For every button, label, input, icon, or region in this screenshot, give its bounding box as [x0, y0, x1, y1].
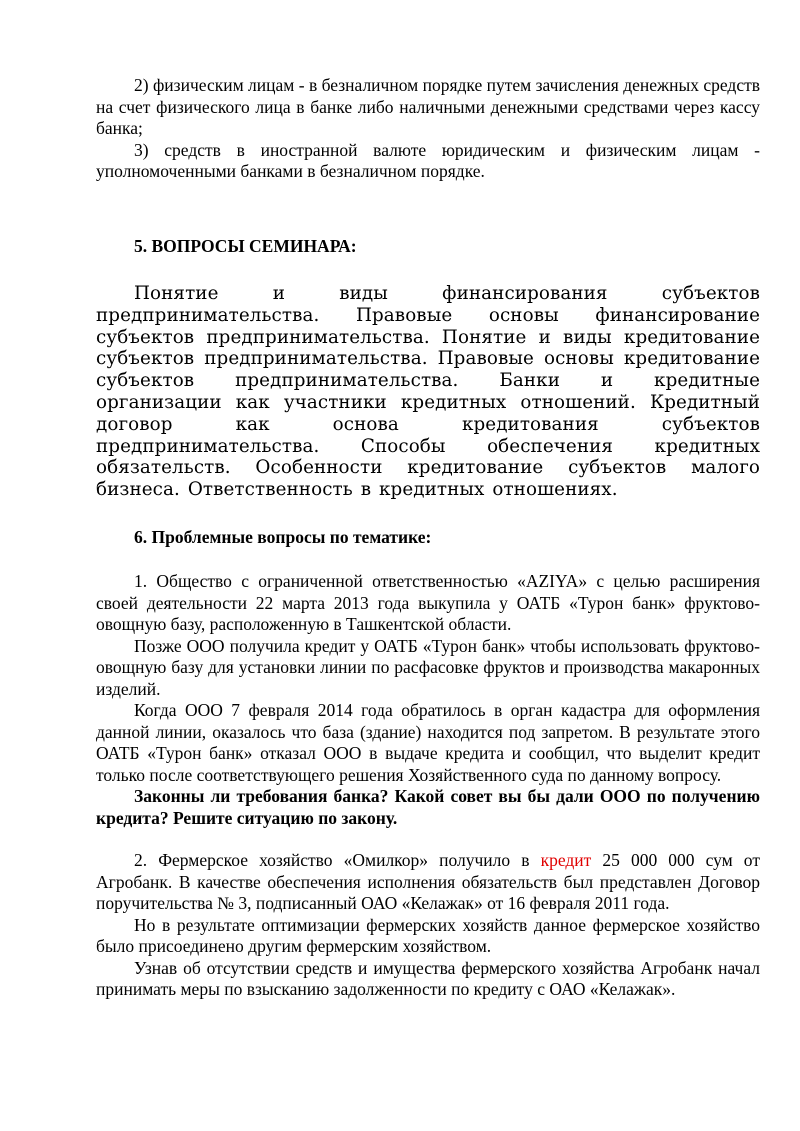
- document-page: [96, 75, 760, 1001]
- case-1-paragraph-2: Позже ООО получила кредит у ОАТБ «Турон банк» чтобы использовать фруктово-овощную базу для установки линии по расфасовке фруктов и производства макаронных изделий.: [96, 635, 760, 699]
- case-1-paragraph-1: 1. Общество с ограниченной ответственностью «AZIYA» с целью расширения своей деятельности 22 марта 2013 года выкупила у ОАТБ «Турон банк» фруктово-овощную базу, расположенную в Ташкентской области.: [96, 571, 760, 635]
- highlighted-word: кредит: [540, 850, 592, 871]
- case-2-paragraph-3: Узнав об отсутствии средств и имущества фермерского хозяйства Агробанк начал принимать меры по взысканию задолженности по кредиту с ОАО «Келажак».: [96, 957, 760, 1000]
- case-1-question: Законны ли требования банка? Какой совет вы бы дали ООО по получению кредита? Решите ситуацию по закону.: [96, 786, 760, 828]
- case-2-paragraph-2: Но в результате оптимизации фермерских хозяйств данное фермерское хозяйство было присоединено другим фермерским хозяйством.: [96, 914, 760, 957]
- case-2-paragraph-1: [96, 850, 760, 915]
- case-1-paragraph-3: Когда ООО 7 февраля 2014 года обратилось в орган кадастра для оформления данной линии, оказалось что база (здание) находится под запретом. В результате этого ОАТБ «Турон банк» отказал ООО в выдаче кредита и сообщил, что выделит кредит только после соответствующего решения Хозяйственного суда по данному вопросу.: [96, 700, 760, 785]
- intro-item-2: 2) физическим лицам - в безналичном порядке путем зачисления денежных средств на счет физического лица в банке либо наличными денежными средствами через кассу банка;: [96, 75, 760, 138]
- case-2-text-before: 2. Фермерское хозяйство «Омилкор» получило в: [134, 850, 541, 871]
- case-2-text-after: 25 000 000 сум от Агробанк. В качестве обеспечения исполнения обязательств был представлен Договор поручительства № 3, подписанный ОАО «Келажак» от 16 февраля 2011 года.: [96, 850, 760, 914]
- section-6-heading: 6. Проблемные вопросы по тематике:: [134, 526, 432, 547]
- intro-item-3: 3) средств в иностранной валюте юридическим и физическим лицам - уполномоченными банками в безналичном порядке.: [96, 139, 760, 181]
- seminar-questions-text: Понятие и виды финансирования субъектов предпринимательства. Правовые основы финансирование субъектов предпринимательства. Понятие и виды кредитование субъектов предпринимательства. Правовые основы кредитование субъектов предпринимательства. Банки и кредитные организации как участники кредитных отношений. Кредитный договор как основа кредитования субъектов предпринимательства. Способы обеспечения кредитных обязательств. Особенности кредитование субъектов малого бизнеса. Ответственность в кредитных отношениях.: [96, 283, 760, 501]
- section-5-heading: 5. ВОПРОСЫ СЕМИНАРА:: [134, 235, 357, 256]
